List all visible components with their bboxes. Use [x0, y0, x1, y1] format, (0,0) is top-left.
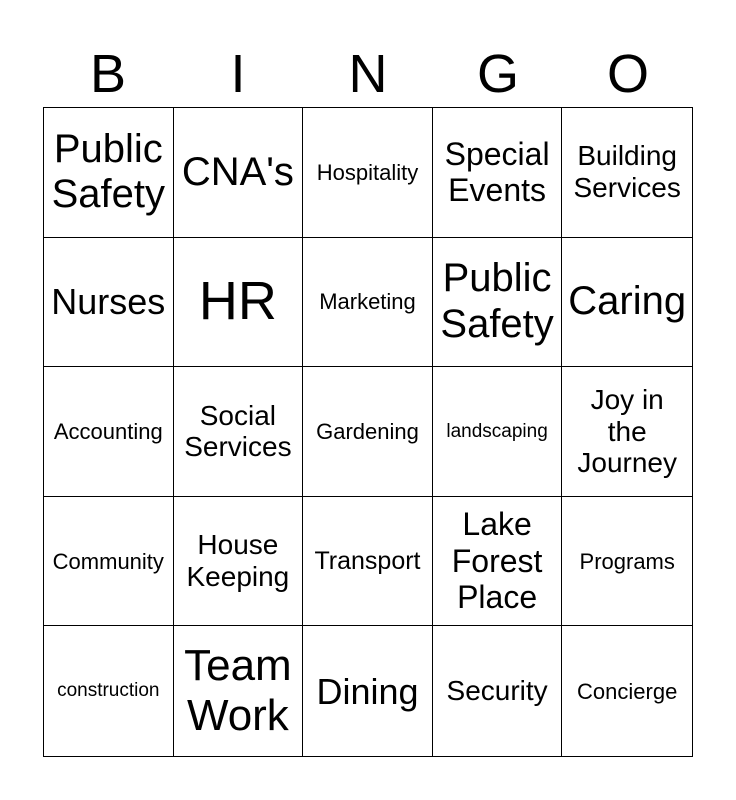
cell-text: Team Work [184, 641, 292, 741]
cell-text: HR [198, 271, 277, 332]
bingo-header [43, 40, 693, 108]
bingo-cell[interactable] [174, 626, 304, 756]
cell-text: Accounting [53, 418, 163, 444]
header-letter-b: B [89, 44, 127, 104]
cell-text: construction [57, 680, 160, 702]
cell-text: Public Safety [51, 126, 165, 217]
bingo-cell[interactable] [562, 626, 692, 756]
bingo-cell[interactable] [303, 367, 433, 497]
bingo-cell[interactable] [562, 238, 692, 368]
cell-text: Dining [316, 670, 419, 712]
bingo-cell[interactable] [433, 367, 563, 497]
bingo-cell[interactable] [174, 108, 304, 238]
bingo-cell[interactable] [44, 626, 174, 756]
cell-text: Marketing [319, 289, 416, 315]
cell-text: House Keeping [186, 529, 290, 593]
bingo-cell[interactable] [44, 238, 174, 368]
cell-text: CNA's [181, 149, 294, 194]
bingo-cell[interactable] [433, 108, 563, 238]
bingo-cell[interactable] [433, 497, 563, 627]
bingo-cell[interactable] [303, 238, 433, 368]
bingo-cell[interactable] [44, 367, 174, 497]
cell-text: Community [52, 548, 164, 574]
cell-text: Security [446, 675, 548, 707]
header-letter-n: N [348, 44, 388, 104]
bingo-cell[interactable] [303, 497, 433, 627]
cell-text: Lake Forest Place [451, 506, 543, 616]
bingo-cell[interactable] [433, 238, 563, 368]
cell-text: Joy in the Journey [577, 383, 677, 479]
header-letter-g: G [476, 44, 519, 104]
cell-text: Programs [579, 548, 675, 574]
bingo-cell[interactable] [174, 367, 304, 497]
cell-text: Nurses [51, 281, 166, 323]
bingo-cell[interactable] [174, 238, 304, 368]
bingo-board [43, 107, 693, 757]
cell-text: Public Safety [440, 256, 554, 346]
bingo-cell[interactable] [433, 626, 563, 756]
cell-text: Special Events [444, 135, 550, 209]
bingo-cell[interactable] [174, 497, 304, 627]
cell-text: landscaping [446, 420, 548, 442]
header-letter-o: O [606, 44, 649, 104]
bingo-cell[interactable] [44, 497, 174, 627]
bingo-cell[interactable] [303, 626, 433, 756]
bingo-cell[interactable] [562, 108, 692, 238]
cell-text: Social Services [184, 399, 292, 463]
cell-text: Concierge [577, 678, 678, 704]
cell-text: Transport [314, 546, 421, 575]
bingo-cell[interactable] [303, 108, 433, 238]
cell-text: Gardening [316, 418, 419, 444]
bingo-cell[interactable] [562, 497, 692, 627]
bingo-cell[interactable] [44, 108, 174, 238]
bingo-cell[interactable] [562, 367, 692, 497]
header-letter-i: I [230, 44, 246, 104]
cell-text: Caring [568, 279, 687, 324]
cell-text: Building Services [573, 140, 681, 204]
cell-text: Hospitality [316, 159, 419, 185]
